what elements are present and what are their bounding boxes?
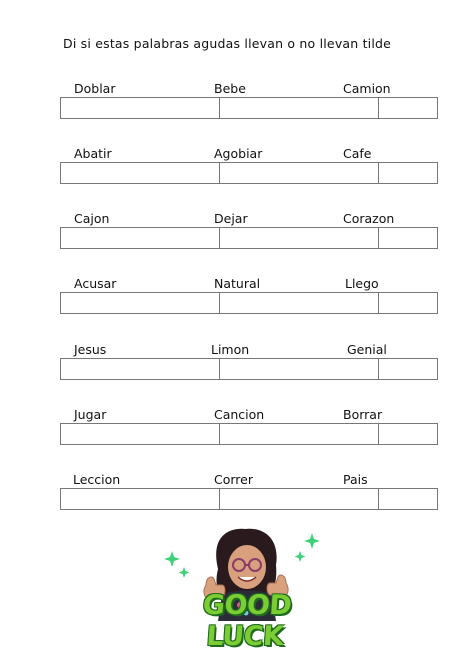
word-label: Agobiar <box>214 146 263 161</box>
answer-input[interactable] <box>61 359 219 379</box>
word-label: Pais <box>343 472 368 487</box>
word-label: Cajon <box>74 211 110 226</box>
answer-input[interactable] <box>61 163 219 183</box>
word-label: Limon <box>211 342 250 357</box>
word-label: Dejar <box>214 211 248 226</box>
word-row <box>60 146 438 206</box>
answer-input[interactable] <box>61 424 219 444</box>
answer-boxes <box>60 292 438 314</box>
answer-input[interactable] <box>61 293 219 313</box>
answer-input[interactable] <box>219 293 378 313</box>
answer-input[interactable] <box>219 424 378 444</box>
answer-input[interactable] <box>378 489 474 509</box>
answer-input[interactable] <box>378 98 474 118</box>
word-label: Natural <box>214 276 261 291</box>
word-label: Abatir <box>74 146 112 161</box>
word-label: Llego <box>345 276 379 291</box>
answer-boxes <box>60 358 438 380</box>
answer-input[interactable] <box>378 359 474 379</box>
answer-input[interactable] <box>219 228 378 248</box>
answer-boxes <box>60 488 438 510</box>
answer-input[interactable] <box>219 489 378 509</box>
word-row <box>60 276 438 336</box>
word-label: Genial <box>347 342 387 357</box>
word-row <box>60 81 438 141</box>
word-label: Borrar <box>343 407 383 422</box>
word-label: Doblar <box>74 81 116 96</box>
good-luck-sticker <box>160 525 330 652</box>
answer-boxes <box>60 162 438 184</box>
word-row <box>60 407 438 467</box>
word-label: Cafe <box>343 146 372 161</box>
word-label: Acusar <box>74 276 117 291</box>
word-label: Cancion <box>214 407 265 422</box>
answer-input[interactable] <box>219 163 378 183</box>
word-row <box>60 342 438 402</box>
answer-input[interactable] <box>378 424 474 444</box>
answer-input[interactable] <box>61 228 219 248</box>
word-label: Jugar <box>74 407 107 422</box>
word-label: Corazon <box>343 211 395 226</box>
word-label: Camion <box>343 81 391 96</box>
good-luck-text: GOOD LUCK <box>201 590 293 652</box>
word-label: Bebe <box>214 81 246 96</box>
word-row <box>60 211 438 271</box>
answer-input[interactable] <box>378 163 474 183</box>
answer-input[interactable] <box>219 98 378 118</box>
worksheet-instruction: Di si estas palabras agudas llevan o no llevan tilde <box>63 36 392 51</box>
word-row <box>60 472 438 532</box>
answer-input[interactable] <box>378 228 474 248</box>
answer-boxes <box>60 97 438 119</box>
answer-boxes <box>60 423 438 445</box>
answer-boxes <box>60 227 438 249</box>
word-label: Leccion <box>73 472 121 487</box>
answer-input[interactable] <box>61 489 219 509</box>
word-label: Correr <box>214 472 253 487</box>
answer-input[interactable] <box>378 293 474 313</box>
answer-input[interactable] <box>219 359 378 379</box>
answer-input[interactable] <box>61 98 219 118</box>
word-label: Jesus <box>74 342 107 357</box>
